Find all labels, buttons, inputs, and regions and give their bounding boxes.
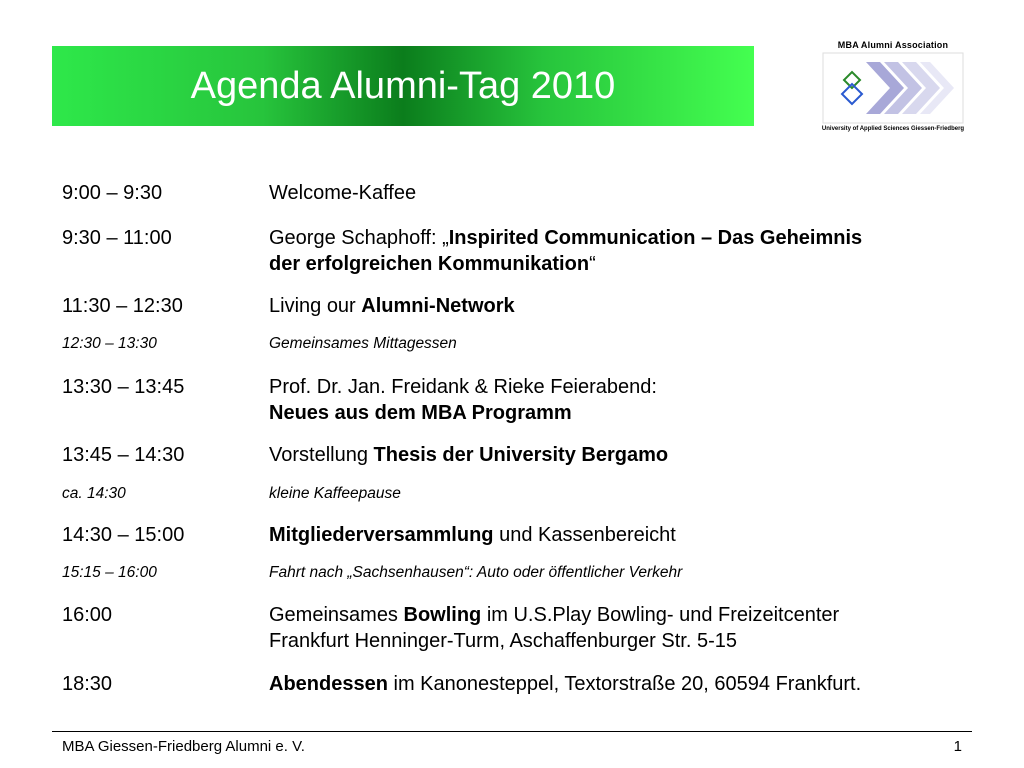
page-number: 1 xyxy=(953,738,962,755)
agenda-description: Welcome-Kaffee xyxy=(269,182,417,204)
footer-divider xyxy=(52,731,972,732)
agenda-description: Prof. Dr. Jan. Freidank & Rieke Feierabend: Neues aus dem MBA Programm xyxy=(269,376,657,424)
mba-alumni-logo xyxy=(818,38,968,136)
agenda-time: 13:45 – 14:30 xyxy=(62,444,185,466)
agenda-description: Abendessen im Kanonesteppel, Textorstraße 20, 60594 Frankfurt. xyxy=(269,673,862,695)
agenda-time: 12:30 – 13:30 xyxy=(62,335,157,352)
agenda-time: ca. 14:30 xyxy=(62,485,126,502)
agenda-time: 14:30 – 15:00 xyxy=(62,524,185,546)
agenda-time: 18:30 xyxy=(62,673,113,695)
agenda-time: 9:30 – 11:00 xyxy=(62,227,172,249)
agenda-description: Fahrt nach „Sachsenhausen“: Auto oder öffentlicher Verkehr xyxy=(269,564,683,581)
logo-chevrons-icon xyxy=(822,52,964,124)
agenda-description: Living our Alumni-Network xyxy=(269,295,515,317)
agenda-description: Vorstellung Thesis der University Bergamo xyxy=(269,444,669,466)
slide-title: Agenda Alumni-Tag 2010 xyxy=(190,64,616,107)
logo-university-name: University of Applied Sciences Giessen-Friedberg xyxy=(821,126,965,132)
agenda-time: 9:00 – 9:30 xyxy=(62,182,163,204)
logo-org-name: MBA Alumni Association xyxy=(837,40,949,50)
agenda-description: kleine Kaffeepause xyxy=(269,485,401,502)
footer-organization: MBA Giessen-Friedberg Alumni e. V. xyxy=(62,738,305,755)
title-banner xyxy=(52,46,754,126)
agenda-time: 16:00 xyxy=(62,604,113,626)
agenda-description: Gemeinsames Mittagessen xyxy=(269,335,457,352)
agenda-time: 13:30 – 13:45 xyxy=(62,376,185,398)
agenda-description: Gemeinsames Bowling im U.S.Play Bowling- und Freizeitcenter Frankfurt Henninger-Turm, Aschaffenburger Str. 5-15 xyxy=(269,604,840,652)
agenda-description: Mitgliederversammlung und Kassenbereicht xyxy=(269,524,676,546)
agenda-description: George Schaphoff: „Inspirited Communication – Das Geheimnis der erfolgreichen Kommunikation“ xyxy=(269,227,863,275)
agenda-time: 15:15 – 16:00 xyxy=(62,564,157,581)
agenda-time: 11:30 – 12:30 xyxy=(62,295,183,317)
